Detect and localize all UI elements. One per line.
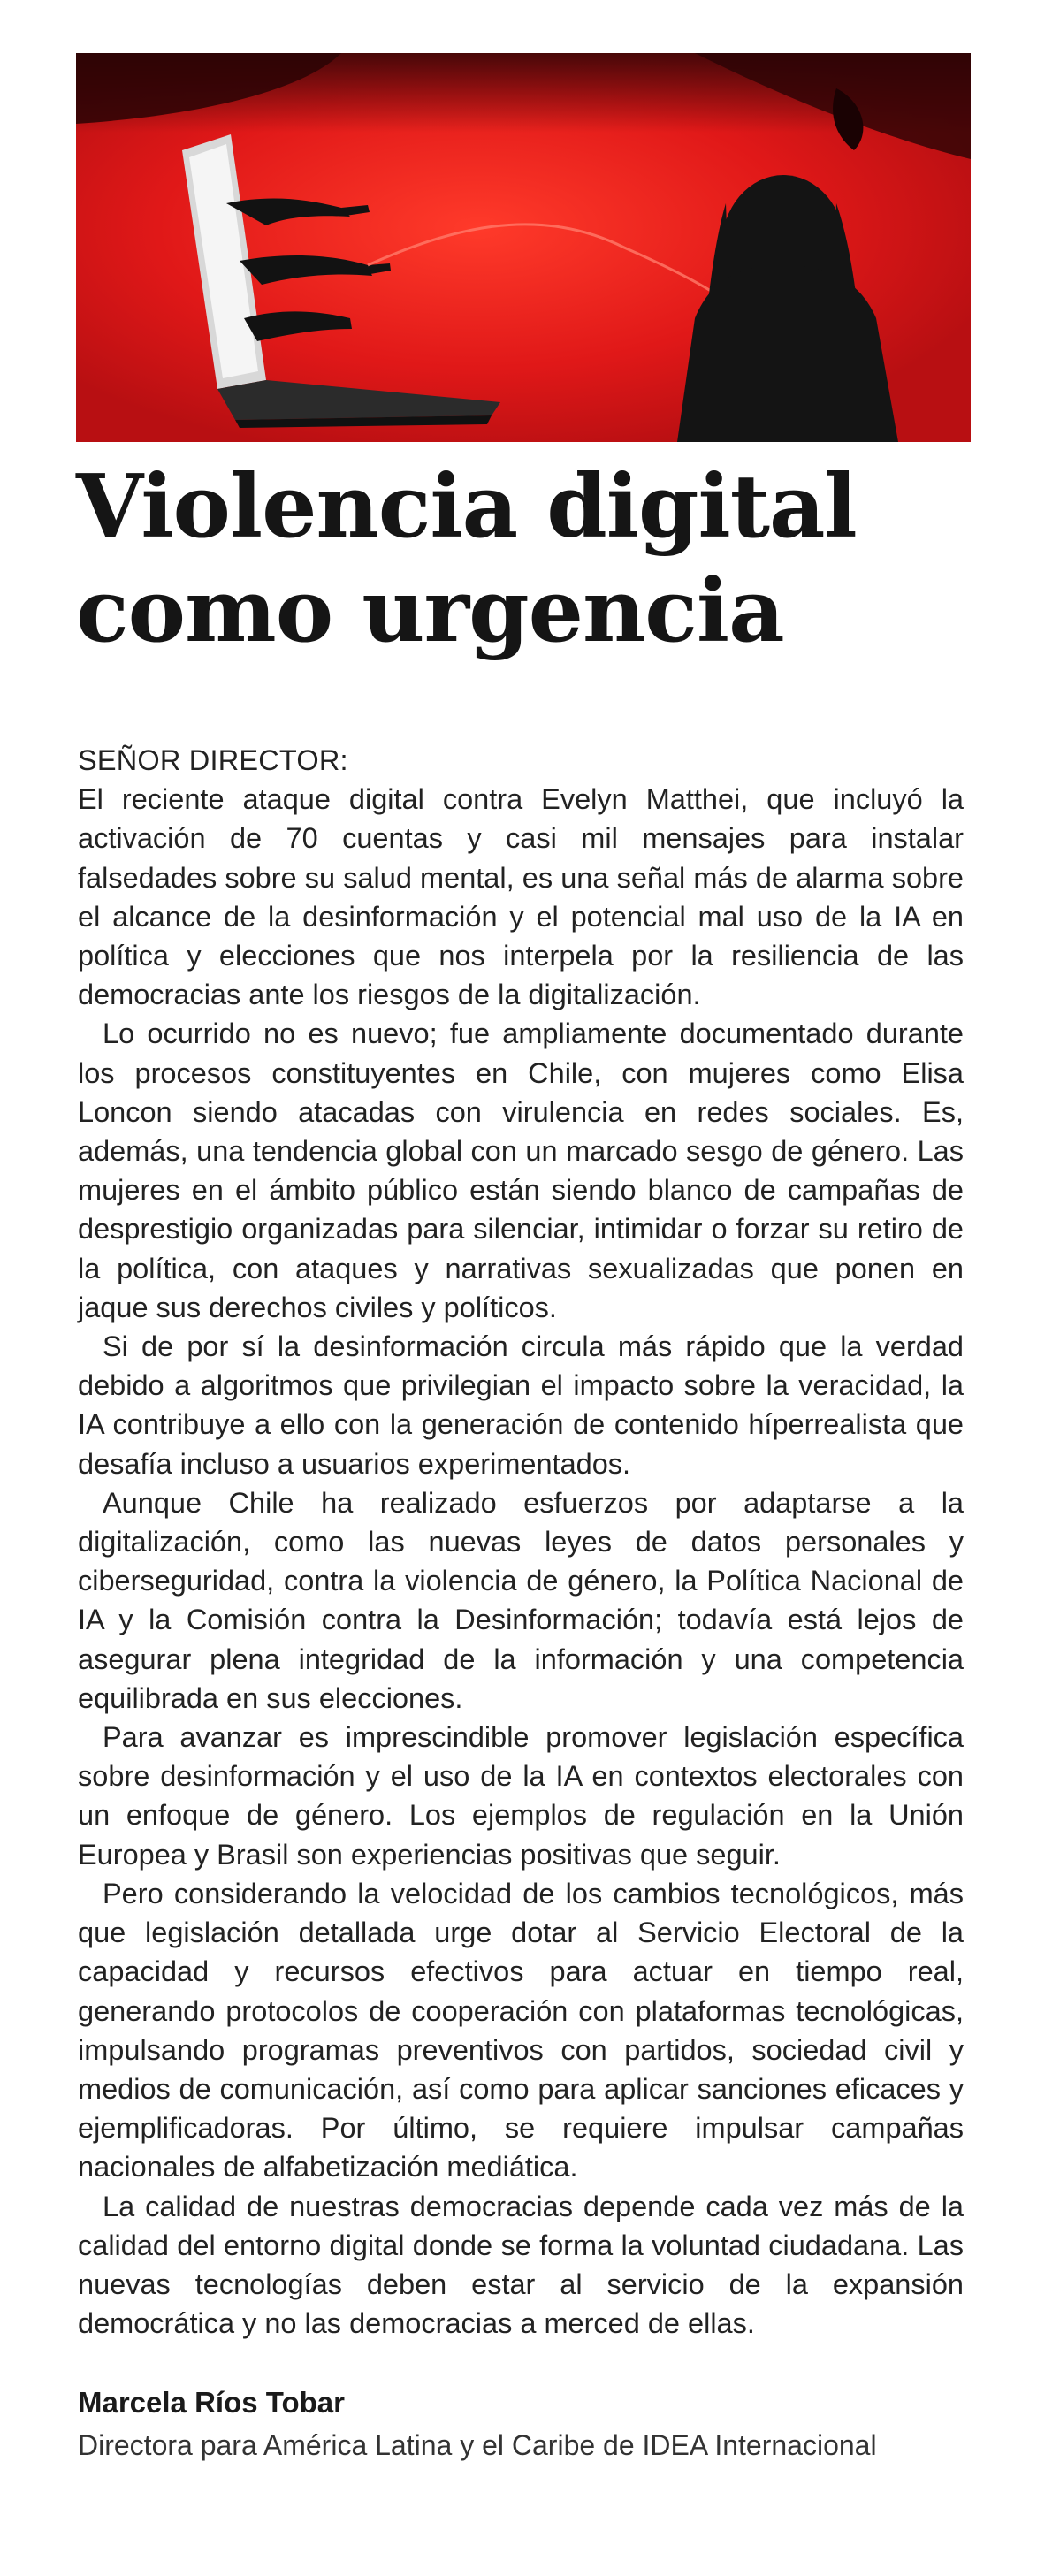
author-name: Marcela Ríos Tobar xyxy=(78,2386,345,2419)
headline-line-2: como urgencia xyxy=(76,560,784,662)
paragraph: La calidad de nuestras democracias depende cada vez más de la calidad del entorno digital donde se forma la voluntad ciudadana. Las nuevas tecnologías deben estar al servicio de la expansión democrática y no las democracias a merced de ellas. xyxy=(78,2190,964,2340)
laptop-hands-girl-illustration xyxy=(76,53,971,442)
paragraph: Aunque Chile ha realizado esfuerzos por adaptarse a la digitalización, como las nuevas leyes de datos personales y ciberseguridad, contra la violencia de género, la Política Nacional de IA y la Comisión contra la Desinformación; todavía está lejos de asegurar plena integridad de la información y una competencia equilibrada en sus elecciones. xyxy=(78,1486,964,1714)
paragraph: Si de por sí la desinformación circula más rápido que la verdad debido a algoritmos que privilegian el impacto sobre la veracidad, la IA contribuye a ello con la generación de contenido híperrealista que desafía incluso a usuarios experimentados. xyxy=(78,1330,964,1480)
author-role: Directora para América Latina y el Caribe de IDEA Internacional xyxy=(78,2429,877,2461)
paragraph: Para avanzar es imprescindible promover legislación específica sobre desinformación y el uso de la IA en contextos electorales con un enfoque de género. Los ejemplos de regulación en la Unión Europea y Brasil son experiencias positivas que seguir. xyxy=(78,1721,964,1871)
paragraph: Lo ocurrido no es nuevo; fue ampliamente documentado durante los procesos constituyentes en Chile, con mujeres como Elisa Loncon siendo atacadas con virulencia en redes sociales. Es, además, una tendencia global con un marcado sesgo de género. Las mujeres en el ámbito público están siendo blanco de campañas de desprestigio organizadas para silenciar, intimidar o forzar su retiro de la política, con ataques y narrativas sexualizadas que ponen en jaque sus derechos civiles y políticos. xyxy=(78,1017,964,1323)
headline xyxy=(76,455,995,664)
paragraph: El reciente ataque digital contra Evelyn Matthei, que incluyó la activación de 70 cuentas y casi mil mensajes para instalar falsedades sobre su salud mental, es una señal más de alarma sobre el alcance de la desinformación y el potencial mal uso de la IA en política y elecciones que nos interpela por la resiliencia de las democracias ante los riesgos de la digitalización. xyxy=(78,783,964,1011)
headline-line-1: Violencia digital xyxy=(76,456,857,558)
paragraph: Pero considerando la velocidad de los cambios tecnológicos, más que legislación detallada urge dotar al Servicio Electoral de la capacidad y recursos efectivos para actuar en tiempo real, generando protocolos de cooperación con plataformas tecnológicas, impulsando programas preventivos con partidos, sociedad civil y medios de comunicación, así como para aplicar sanciones eficaces y ejemplificadoras. Por último, se requiere impulsar campañas nacionales de alfabetización mediática. xyxy=(78,1877,964,2184)
letter-body xyxy=(78,741,964,2343)
signature xyxy=(78,2382,997,2466)
article-illustration xyxy=(76,53,971,442)
salutation: SEÑOR DIRECTOR: xyxy=(78,744,348,776)
